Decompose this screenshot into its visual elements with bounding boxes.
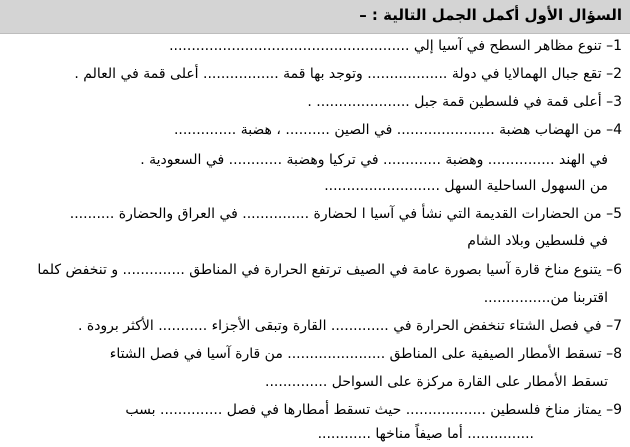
item-2-line: 2– تقع جبال الهمالايا في دولة .................. وتوجد بها قمة ................. أعلى قمة في العالم . [74, 66, 622, 82]
item-1-line: 1– تنوع مظاهر السطح في آسيا إلي ...................................................... [169, 38, 622, 54]
item-6-continuation: اقتربنا من............... [483, 290, 608, 306]
item-4-continuation: في الهند ............... وهضبة ............. في تركيا وهضبة ............ في السعودية . [140, 152, 608, 168]
item-4-line: 4– من الهضاب هضبة ...................... في الصين .......... ، هضبة .............. [173, 122, 622, 138]
item-9-line: 9– يمتاز مناخ فلسطين .................. حيث تسقط أمطارها في فصل .............. بسب [125, 402, 622, 418]
item-3-line: 3– أعلى قمة في فلسطين قمة جبل ..................... . [307, 94, 622, 110]
item-8-continuation: تسقط الأمطار على القارة مركزة على السواحل .............. [265, 374, 608, 390]
item-4-coastal-plains: من السهول الساحلية السهل .......................... [324, 178, 608, 194]
item-9-continuation: ............... أما صيفاً مناخها ............ [317, 426, 534, 442]
question-header [0, 0, 630, 34]
item-7-line: 7– في فصل الشتاء تنخفض الحرارة في ............. القارة وتبقى الأجزاء ........... الأكثر برودة . [77, 318, 622, 334]
item-6-line: 6– يتنوع مناخ قارة آسيا بصورة عامة في الصيف ترتفع الحرارة في المناطق .............. و تنخفض كلما [37, 262, 622, 278]
item-8-line: 8– تسقط الأمطار الصيفية على المناطق ...................... من قارة آسيا في فصل الشتاء [109, 346, 622, 362]
item-5-line: 5– من الحضارات القديمة التي نشأ في آسيا ا لحضارة ............... في العراق والحضارة .......... [69, 206, 622, 222]
question-title: السؤال الأول أكمل الجمل التالية : – [359, 6, 622, 24]
item-5-continuation: في فلسطين وبلاد الشام [467, 233, 608, 249]
